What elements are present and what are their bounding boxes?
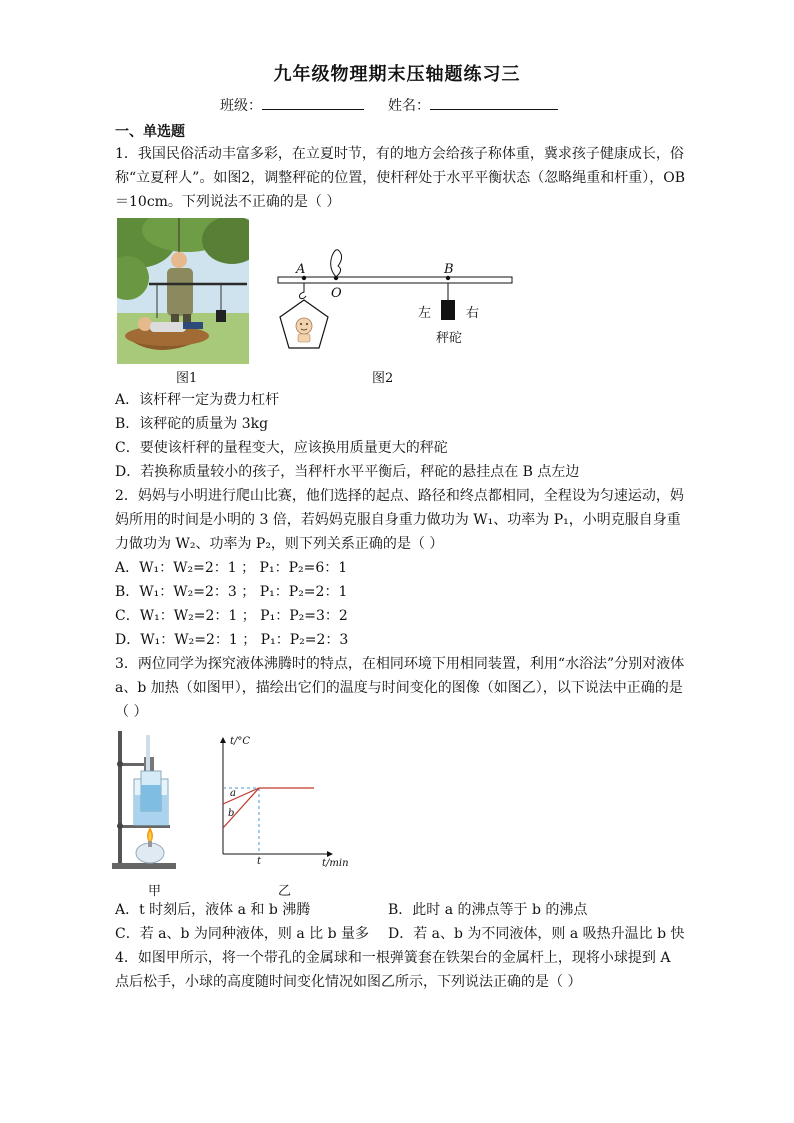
- q3-figure-yi-graph: [214, 732, 354, 872]
- q1-option-a[interactable]: A．该杆秤一定为费力杠杆: [115, 392, 280, 408]
- q3-graph-label-t: t: [257, 856, 262, 867]
- q3-option-d[interactable]: D．若 a、b 为不同液体，则 a 吸热升温比 b 快: [388, 926, 685, 942]
- q1-stem-line1: 1．我国民俗活动丰富多彩，在立夏时节，有的地方会给孩子称体重，冀求孩子健康成长，俗: [115, 146, 684, 162]
- q1-option-d[interactable]: D．若换称质量较小的孩子，当秤杆水平平衡后，秤砣的悬挂点在 B 点左边: [115, 464, 580, 480]
- q1-label-weight: 秤砣: [436, 331, 463, 346]
- class-label: 班级：: [220, 98, 262, 114]
- q1-fig2-caption: 图2: [372, 371, 394, 386]
- class-blank: [262, 95, 364, 110]
- q2-option-a[interactable]: A．W₁：W₂=2：1 ； P₁：P₂=6：1: [115, 560, 348, 576]
- q3-fig-yi-caption: 乙: [278, 884, 292, 899]
- q1-option-b[interactable]: B．该秤砣的质量为 3kg: [115, 416, 269, 432]
- q2-option-c[interactable]: C．W₁：W₂=2：1 ； P₁：P₂=3：2: [115, 608, 348, 624]
- q1-label-left: 左: [418, 306, 432, 321]
- q1-label-B: B: [444, 262, 454, 277]
- q3-option-b[interactable]: B．此时 a 的沸点等于 b 的沸点: [388, 902, 588, 918]
- q1-label-right: 右: [466, 306, 480, 321]
- q1-stem-line2: 称“立夏秤人”。如图2，调整秤砣的位置，使杆秤处于水平平衡状态（忽略绳重和杆重），OB: [115, 170, 685, 186]
- student-info-fields: [220, 95, 558, 115]
- q2-stem-line2: 妈所用的时间是小明的 3 倍，若妈妈克服自身重力做功为 W₁、功率为 P₁，小明克服自身重: [115, 512, 681, 528]
- q1-fig1-caption: 图1: [176, 371, 198, 386]
- q1-figure1-illustration: [117, 218, 249, 364]
- q3-stem-line3: （ ）: [115, 704, 148, 720]
- name-label: 姓名：: [388, 98, 430, 114]
- q2-stem-line3: 力做功为 W₂、功率为 P₂，则下列关系正确的是（ ）: [115, 536, 444, 552]
- page-title: 九年级物理期末压轴题练习三: [273, 64, 521, 85]
- q3-graph-ylabel: t/°C: [230, 736, 251, 747]
- q1-label-O: O: [331, 286, 342, 301]
- q3-graph-xlabel: t/min: [322, 858, 349, 869]
- q3-stem-line1: 3．两位同学为探究液体沸腾时的特点，在相同环境下用相同装置，利用“水浴法”分别对液体: [115, 656, 685, 672]
- q3-fig-jia-caption: 甲: [148, 884, 162, 899]
- q1-figure2-lever-diagram: [270, 240, 520, 370]
- q3-option-a[interactable]: A．t 时刻后，液体 a 和 b 沸腾: [115, 902, 311, 918]
- q3-figure-jia-apparatus: [110, 727, 180, 875]
- q3-graph-label-a: a: [230, 788, 236, 799]
- q4-stem-line1: 4．如图甲所示，将一个带孔的金属球和一根弹簧套在铁架台的金属杆上，现将小球提到 A: [115, 950, 671, 966]
- q1-label-A: A: [296, 262, 306, 277]
- q2-stem-line1: 2．妈妈与小明进行爬山比赛，他们选择的起点、路径和终点都相同，全程设为匀速运动，妈: [115, 488, 684, 504]
- name-blank: [430, 95, 558, 110]
- q3-option-c[interactable]: C．若 a、b 为同种液体，则 a 比 b 量多: [115, 926, 370, 942]
- q3-graph-label-b: b: [228, 808, 235, 819]
- section-heading: 一、单选题: [115, 124, 185, 140]
- q2-option-d[interactable]: D．W₁：W₂=2：1 ； P₁：P₂=2：3: [115, 632, 349, 648]
- q1-stem-line3: ＝10cm。下列说法不正确的是（ ）: [115, 194, 341, 210]
- q3-stem-line2: a、b 加热（如图甲），描绘出它们的温度与时间变化的图像（如图乙），以下说法中正确的是: [115, 680, 683, 696]
- q4-stem-line2: 点后松手，小球的高度随时间变化情况如图乙所示，下列说法正确的是（ ）: [115, 974, 582, 990]
- q1-option-c[interactable]: C．要使该杆秤的量程变大，应该换用质量更大的秤砣: [115, 440, 448, 456]
- q2-option-b[interactable]: B．W₁：W₂=2：3 ； P₁：P₂=2：1: [115, 584, 348, 600]
